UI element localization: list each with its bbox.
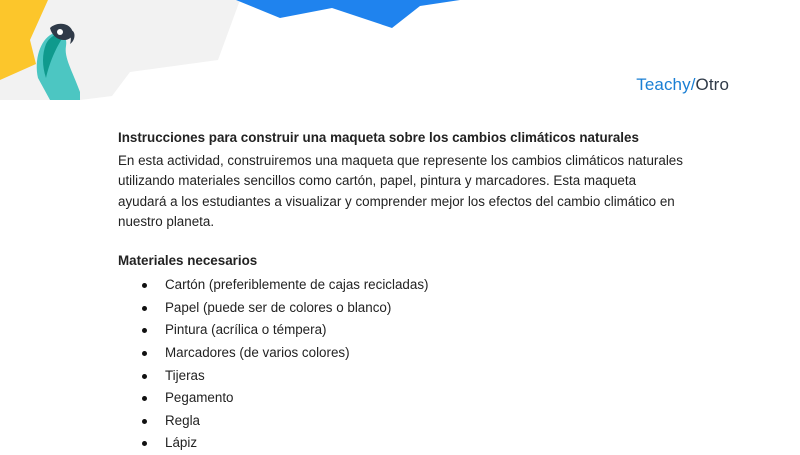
- list-item: [118, 410, 688, 433]
- materials-heading: Materiales necesarios: [118, 253, 258, 269]
- list-item: [118, 297, 688, 320]
- list-item-text: Lápiz: [165, 435, 198, 451]
- brand-name[interactable]: Teachy: [636, 75, 691, 94]
- bullet-icon: [142, 441, 147, 446]
- brand-breadcrumb: [636, 75, 729, 95]
- category-label[interactable]: Otro: [695, 75, 729, 94]
- list-item: [118, 432, 688, 455]
- bullet-icon: [142, 396, 147, 401]
- list-item: [118, 365, 688, 388]
- bullet-icon: [142, 351, 147, 356]
- list-item: [118, 319, 688, 342]
- breadcrumb-separator: /: [690, 75, 696, 94]
- document-body: [118, 128, 688, 455]
- bullet-icon: [142, 306, 147, 311]
- materials-list: [118, 274, 688, 455]
- list-item-text: Tijeras: [165, 367, 205, 383]
- blue-accent-shape: [236, 0, 460, 28]
- list-item-text: Papel (puede ser de colores o blanco): [165, 299, 392, 315]
- intro-paragraph: En esta actividad, construiremos una maqueta que represente los cambios climáticos naturales utilizando materiales sencillos como cartón, papel, pintura y marcadores. Esta maqueta ayudará a los estudiantes a visualizar y comprender mejor los efectos del cambio climático en nuestro planeta.: [118, 153, 683, 229]
- list-item: [118, 342, 688, 365]
- list-item: [118, 387, 688, 410]
- document-title: Instrucciones para construir una maqueta sobre los cambios climáticos naturales: [118, 130, 639, 145]
- bullet-icon: [142, 328, 147, 333]
- list-item-text: Pegamento: [165, 390, 234, 406]
- list-item: [118, 274, 688, 297]
- bullet-icon: [142, 283, 147, 288]
- bullet-icon: [142, 419, 147, 424]
- list-item-text: Marcadores (de varios colores): [165, 345, 350, 360]
- bullet-icon: [142, 374, 147, 379]
- list-item-text: Regla: [165, 412, 200, 428]
- list-item-text: Cartón (preferiblemente de cajas recicladas): [165, 277, 429, 293]
- list-item-text: Pintura (acrílica o témpera): [165, 322, 327, 338]
